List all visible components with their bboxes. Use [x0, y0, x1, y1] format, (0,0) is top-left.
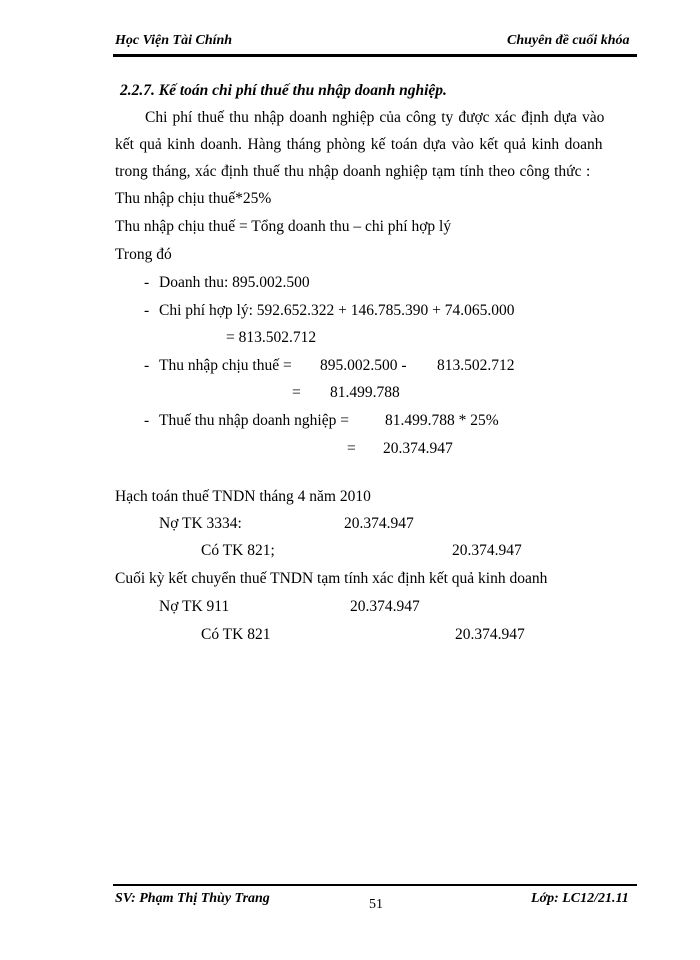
- paragraph-line-3: trong tháng, xác định thuế thu nhập doanh nghiệp tạm tính theo công thức :: [115, 163, 591, 180]
- entry2-credit-account: Có TK 821: [201, 626, 271, 643]
- item-tax-label: Thuế thu nhập doanh nghiệp =: [159, 412, 349, 429]
- entry1-debit-account: Nợ TK 3334:: [159, 515, 242, 532]
- item-tax-equals: =: [347, 440, 356, 457]
- entry1-title: Hạch toán thuế TNDN tháng 4 năm 2010: [115, 488, 371, 505]
- bullet-marker: -: [144, 412, 150, 429]
- entry2-credit-amount: 20.374.947: [455, 626, 525, 643]
- item-taxable-equals: =: [292, 384, 301, 401]
- paragraph-line-2: kết quả kinh doanh. Hàng tháng phòng kế toán dựa vào kết quả kinh doanh: [115, 136, 603, 153]
- page-number: 51: [369, 897, 383, 912]
- bullet-marker: -: [144, 302, 150, 319]
- bullet-marker: -: [144, 357, 150, 374]
- entry1-credit-account: Có TK 821;: [201, 542, 275, 559]
- bullet-marker: -: [144, 274, 150, 291]
- item-costs-result: = 813.502.712: [226, 329, 317, 346]
- in-which-label: Trong đó: [115, 246, 172, 263]
- item-tax-calc: 81.499.788 * 25%: [385, 412, 499, 429]
- header-institution: Học Viện Tài Chính: [115, 33, 233, 48]
- item-revenue: Doanh thu: 895.002.500: [159, 274, 310, 291]
- header-rule: [113, 54, 637, 57]
- entry1-debit-amount: 20.374.947: [344, 515, 414, 532]
- item-taxable-label: Thu nhập chịu thuế =: [159, 357, 292, 374]
- item-taxable-costs: 813.502.712: [437, 357, 515, 374]
- item-taxable-revenue: 895.002.500 -: [320, 357, 407, 374]
- item-tax-result: 20.374.947: [383, 440, 453, 457]
- entry2-title: Cuối kỳ kết chuyển thuế TNDN tạm tính xác định kết quả kinh doanh: [115, 570, 548, 587]
- item-costs: Chi phí hợp lý: 592.652.322 + 146.785.390 + 74.065.000: [159, 302, 515, 319]
- paragraph-line-4: Thu nhập chịu thuế*25%: [115, 190, 272, 207]
- item-taxable-result: 81.499.788: [330, 384, 400, 401]
- footer-rule: [113, 884, 637, 886]
- footer-student: SV: Phạm Thị Thùy Trang: [115, 891, 270, 906]
- entry2-debit-account: Nợ TK 911: [159, 598, 230, 615]
- section-title: 2.2.7. Kế toán chi phí thuế thu nhập doanh nghiệp.: [120, 82, 447, 99]
- header-report-type: Chuyên đề cuối khóa: [507, 33, 630, 48]
- entry1-credit-amount: 20.374.947: [452, 542, 522, 559]
- formula-line: Thu nhập chịu thuế = Tổng doanh thu – chi phí hợp lý: [115, 218, 452, 235]
- paragraph-line-1: Chi phí thuế thu nhập doanh nghiệp của công ty được xác định dựa vào: [145, 109, 605, 126]
- entry2-debit-amount: 20.374.947: [350, 598, 420, 615]
- footer-class-code: Lớp: LC12/21.11: [531, 891, 629, 906]
